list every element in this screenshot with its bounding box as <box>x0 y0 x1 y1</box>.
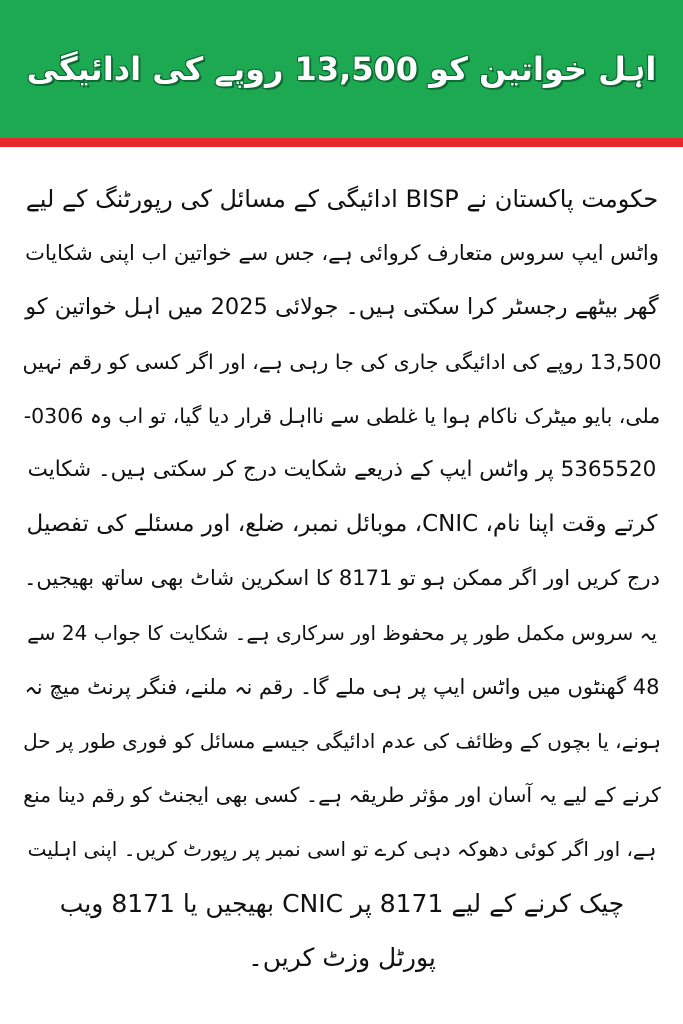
header-banner <box>0 0 683 138</box>
article-line: درج کریں اور اگر ممکن ہو تو 8171 کا اسکرین شاٹ بھی ساتھ بھیجیں۔ <box>24 566 660 591</box>
article-line: یہ سروس مکمل طور پر محفوظ اور سرکاری ہے۔ شکایت کا جواب 24 سے <box>27 620 657 645</box>
article-line: کرتے وقت اپنا نام، CNIC، موبائل نمبر، ضلع، اور مسئلے کی تفصیل <box>26 511 658 538</box>
article-body <box>22 172 662 985</box>
article-line: پورٹل وزٹ کریں۔ <box>248 942 436 972</box>
header-divider-stripe <box>0 138 683 147</box>
article-line: ملی، بایو میٹرک ناکام ہوا یا غلطی سے نااہل قرار دیا گیا، تو اب وہ 0306- <box>23 403 661 428</box>
article-line: واٹس ایپ سروس متعارف کروائی ہے، جس سے خواتین اب اپنی شکایات <box>25 241 659 266</box>
article-line: گھر بیٹھے رجسٹر کرا سکتی ہیں۔ جولائی 2025 میں اہل خواتین کو <box>25 294 659 321</box>
article-line: 48 گھنٹوں میں واٹس ایپ پر ہی ملے گا۔ رقم نہ ملنے، فنگر پرنٹ میچ نہ <box>24 674 660 699</box>
article-line: 13,500 روپے کی ادائیگی جاری کی جا رہی ہے، اور اگر کسی کو رقم نہیں <box>22 349 662 374</box>
article-line: چیک کرنے کے لیے 8171 پر CNIC بھیجیں یا 8171 ویب <box>59 888 625 918</box>
article-line: ہے، اور اگر کوئی دھوکہ دہی کرے تو اسی نمبر پر رپورٹ کریں۔ اپنی اہلیت <box>27 837 657 862</box>
article-line: حکومت پاکستان نے BISP ادائیگی کے مسائل کی رپورٹنگ کے لیے <box>25 185 659 213</box>
page-title: اہل خواتین کو 13,500 روپے کی ادائیگی <box>26 50 657 88</box>
article-line: 5365520 پر واٹس ایپ کے ذریعے شکایت درج کر سکتی ہیں۔ شکایت <box>27 457 657 483</box>
article-line: ہونے، یا بچوں کے وظائف کی عدم ادائیگی جیسے مسائل کو فوری طور پر حل <box>23 729 661 754</box>
article-line: کرنے کے لیے یہ آسان اور مؤثر طریقہ ہے۔ کسی بھی ایجنٹ کو رقم دینا منع <box>23 783 661 808</box>
